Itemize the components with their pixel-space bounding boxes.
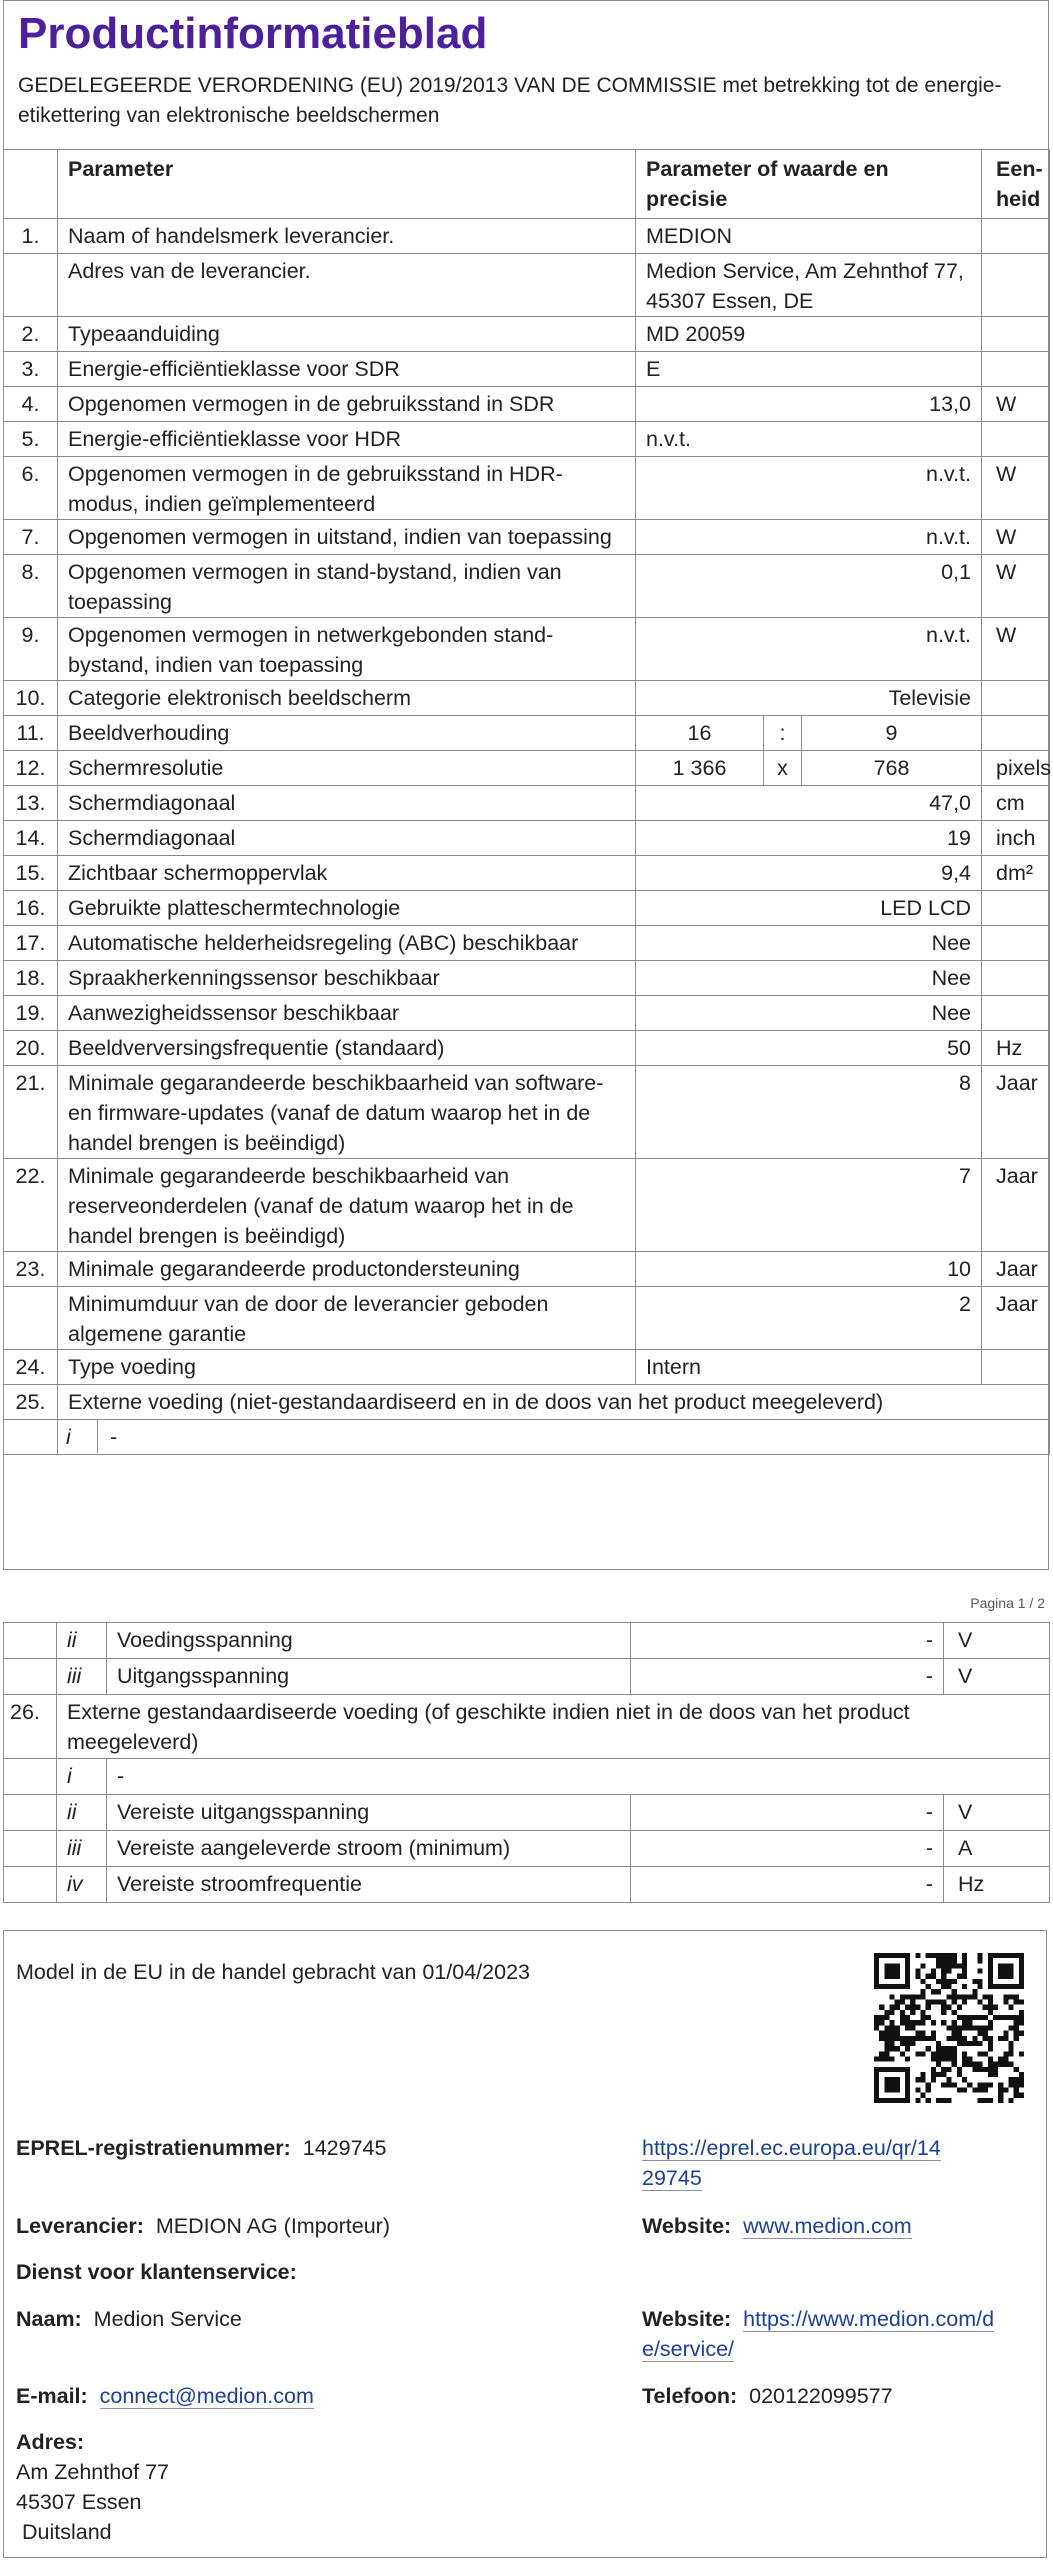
- header-unit: Een-heid: [982, 150, 1050, 219]
- row-value: 2: [636, 1287, 982, 1350]
- row-label: Externe voeding (niet-gestandaardiseerd en in de doos van het product meegeleverd): [58, 1385, 1050, 1420]
- row-label: Externe gestandaardiseerde voeding (of geschikte indien niet in de doos van het product meegeleverd): [57, 1695, 1050, 1759]
- row-label: Adres van de leverancier.: [58, 254, 636, 317]
- supplier-value: MEDION AG (Importeur): [155, 2214, 390, 2238]
- row-label: Categorie elektronisch beeldscherm: [58, 681, 636, 716]
- row-label: Opgenomen vermogen in stand-bystand, indien van toepassing: [58, 555, 636, 618]
- eprel-link-line-2[interactable]: 29745: [642, 2166, 702, 2190]
- row-number: [4, 1831, 57, 1867]
- table-row: [4, 926, 1050, 961]
- supplier-row: [16, 2211, 390, 2241]
- row-label: Voedingsspanning: [107, 1623, 631, 1659]
- row-value: -: [631, 1623, 944, 1659]
- supplier-info-box: [3, 1930, 1047, 2558]
- email-row: [16, 2381, 314, 2411]
- table-row: [4, 821, 1050, 856]
- service-website-link-line-2[interactable]: e/service/: [642, 2337, 735, 2361]
- row-label: Typeaanduiding: [58, 317, 636, 352]
- roman-numeral: iii: [57, 1831, 107, 1867]
- row-label: Zichtbaar schermoppervlak: [58, 856, 636, 891]
- table-row: [4, 387, 1050, 422]
- eprel-link-line-1[interactable]: https://eprel.ec.europa.eu/qr/14: [642, 2136, 941, 2160]
- row-value: 47,0: [636, 786, 982, 821]
- row-unit: [982, 219, 1050, 254]
- row-unit: W: [982, 520, 1050, 555]
- table-row: [4, 1867, 1050, 1903]
- row-unit: [982, 926, 1050, 961]
- roman-numeral: i: [57, 1759, 107, 1795]
- parameter-table-continued: [3, 1622, 1050, 1903]
- row-label: Type voeding: [58, 1350, 636, 1385]
- table-row: [4, 716, 1050, 751]
- row-number: 10.: [4, 681, 58, 716]
- address-line: Duitsland: [22, 2520, 112, 2544]
- row-value: Nee: [636, 926, 982, 961]
- row-number: 12.: [4, 751, 58, 786]
- eprel-url[interactable]: [642, 2133, 941, 2193]
- table-row: [4, 254, 1050, 317]
- eprel-number: 1429745: [302, 2136, 387, 2160]
- website-label: Website:: [642, 2214, 732, 2238]
- service-website-label: Website:: [642, 2307, 732, 2331]
- row-value: 9,4: [636, 856, 982, 891]
- row-value: -: [631, 1659, 944, 1695]
- table-row: [4, 520, 1050, 555]
- row-unit: [982, 352, 1050, 387]
- row-label: Minimumduur van de door de leverancier geboden algemene garantie: [58, 1287, 636, 1350]
- row-label: Vereiste stroomfrequentie: [107, 1867, 631, 1903]
- address-line: 45307 Essen: [16, 2490, 142, 2514]
- row-unit: [982, 1350, 1050, 1385]
- row-number: 2.: [4, 317, 58, 352]
- row-value: 50: [636, 1031, 982, 1066]
- table-row: [4, 751, 1050, 786]
- page-number-label: Pagina 1 / 2: [970, 1595, 1045, 1611]
- page-title: Productinformatieblad: [18, 9, 488, 58]
- table-row: [4, 1066, 1050, 1159]
- row-label: Beeldverversingsfrequentie (standaard): [58, 1031, 636, 1066]
- phone-label: Telefoon:: [642, 2384, 738, 2408]
- row-unit: [982, 254, 1050, 317]
- row-number: 23.: [4, 1252, 58, 1287]
- table-row: [4, 457, 1050, 520]
- row-label: Automatische helderheidsregeling (ABC) beschikbaar: [58, 926, 636, 961]
- row-value: LED LCD: [636, 891, 982, 926]
- row-number: 13.: [4, 786, 58, 821]
- table-row: [4, 1831, 1050, 1867]
- table-header-row: [4, 150, 1050, 219]
- row-number: 3.: [4, 352, 58, 387]
- row-value: Intern: [636, 1350, 982, 1385]
- row-number: 5.: [4, 422, 58, 457]
- roman-numeral: iii: [57, 1659, 107, 1695]
- row-label: Aanwezigheidssensor beschikbaar: [58, 996, 636, 1031]
- table-row: [4, 555, 1050, 618]
- table-row: [4, 1420, 1050, 1455]
- row-value: n.v.t.: [636, 520, 982, 555]
- row-label: Energie-efficiëntieklasse voor SDR: [58, 352, 636, 387]
- row-number: 24.: [4, 1350, 58, 1385]
- value-part-b: 768: [802, 751, 982, 786]
- row-label: Opgenomen vermogen in de gebruiksstand in HDR-modus, indien geïmplementeerd: [58, 457, 636, 520]
- product-information-sheet-page-1: [3, 0, 1049, 1570]
- table-row: [4, 681, 1050, 716]
- row-number: [4, 1759, 57, 1795]
- phone-row: [642, 2381, 893, 2411]
- row-value: Televisie: [636, 681, 982, 716]
- table-row: [4, 961, 1050, 996]
- row-number: 18.: [4, 961, 58, 996]
- header-value: Parameter of waarde en precisie: [636, 150, 982, 219]
- row-value: E: [636, 352, 982, 387]
- value-separator: x: [764, 751, 802, 786]
- row-value: MEDION: [636, 219, 982, 254]
- row-number: 26.: [4, 1695, 57, 1759]
- row-value: -: [631, 1831, 944, 1867]
- value-part-a: 16: [636, 716, 764, 751]
- address-label: Adres:: [16, 2430, 85, 2454]
- row-number: 11.: [4, 716, 58, 751]
- service-website-row: [642, 2304, 994, 2364]
- row-label: Beeldverhouding: [58, 716, 636, 751]
- row-value: n.v.t.: [636, 618, 982, 681]
- row-label: Gebruikte platteschermtechnologie: [58, 891, 636, 926]
- row-unit: cm: [982, 786, 1050, 821]
- row-unit: W: [982, 618, 1050, 681]
- row-label: Minimale gegarandeerde beschikbaarheid van software- en firmware-updates (vanaf de datum waarop het in de handel brengen is beëindigd): [58, 1066, 636, 1159]
- value-separator: :: [764, 716, 802, 751]
- row-unit: dm²: [982, 856, 1050, 891]
- row-label: Opgenomen vermogen in de gebruiksstand in SDR: [58, 387, 636, 422]
- row-number: 7.: [4, 520, 58, 555]
- service-website-link-line-1[interactable]: https://www.medion.com/d: [743, 2307, 995, 2331]
- row-number: [4, 1287, 58, 1350]
- sub-row: [58, 1420, 1049, 1453]
- table-row: [4, 786, 1050, 821]
- model-date-text: Model in de EU in de handel gebracht van 01/04/2023: [16, 1960, 530, 1984]
- address-block: [16, 2427, 169, 2547]
- row-value: 7: [636, 1159, 982, 1252]
- row-number: [4, 254, 58, 317]
- table-row: [4, 422, 1050, 457]
- row-value: 0,1: [636, 555, 982, 618]
- table-row: [4, 1385, 1050, 1420]
- value-part-b: 9: [802, 716, 982, 751]
- row-label: Vereiste aangeleverde stroom (minimum): [107, 1831, 631, 1867]
- row-unit: W: [982, 457, 1050, 520]
- row-number: [4, 1623, 57, 1659]
- row-unit: W: [982, 555, 1050, 618]
- row-number: 25.: [4, 1385, 58, 1420]
- supplier-label: Leverancier:: [16, 2214, 144, 2238]
- row-value: MD 20059: [636, 317, 982, 352]
- row-number: 4.: [4, 387, 58, 422]
- row-label: Naam of handelsmerk leverancier.: [58, 219, 636, 254]
- header-parameter: Parameter: [58, 150, 636, 219]
- row-unit: Jaar: [982, 1066, 1050, 1159]
- row-value: -: [631, 1867, 944, 1903]
- row-number: 6.: [4, 457, 58, 520]
- row-unit: Jaar: [982, 1252, 1050, 1287]
- table-row: [4, 1159, 1050, 1252]
- table-row: [4, 1795, 1050, 1831]
- row-number: [4, 1420, 58, 1455]
- header-num: [4, 150, 58, 219]
- row-unit: Hz: [944, 1867, 1050, 1903]
- row-unit: [982, 961, 1050, 996]
- row-number: 21.: [4, 1066, 58, 1159]
- row-number: 20.: [4, 1031, 58, 1066]
- row-unit: [982, 891, 1050, 926]
- table-row: [4, 1252, 1050, 1287]
- table-row: [4, 1031, 1050, 1066]
- row-label: Opgenomen vermogen in uitstand, indien van toepassing: [58, 520, 636, 555]
- phone-value: 020122099577: [749, 2384, 893, 2408]
- row-number: [4, 1867, 57, 1903]
- row-unit: [982, 996, 1050, 1031]
- table-row: [4, 856, 1050, 891]
- regulation-subtitle: GEDELEGEERDE VERORDENING (EU) 2019/2013 VAN DE COMMISSIE met betrekking tot de energie-etikettering van elektronische beeldschermen: [18, 74, 1002, 127]
- email-link[interactable]: connect@medion.com: [99, 2384, 314, 2408]
- row-unit: Jaar: [982, 1159, 1050, 1252]
- service-name-value: Medion Service: [93, 2307, 242, 2331]
- row-unit: Jaar: [982, 1287, 1050, 1350]
- row-number: 14.: [4, 821, 58, 856]
- row-number: 19.: [4, 996, 58, 1031]
- table-row: [4, 1623, 1050, 1659]
- table-row: [4, 1659, 1050, 1695]
- row-label: Schermdiagonaal: [58, 786, 636, 821]
- roman-numeral: ii: [57, 1623, 107, 1659]
- row-label: Minimale gegarandeerde productondersteuning: [58, 1252, 636, 1287]
- row-number: 9.: [4, 618, 58, 681]
- row-unit: V: [944, 1659, 1050, 1695]
- row-value: 13,0: [636, 387, 982, 422]
- row-label: Schermresolutie: [58, 751, 636, 786]
- eprel-row: [16, 2133, 386, 2163]
- row-number: [4, 1795, 57, 1831]
- website-link[interactable]: www.medion.com: [743, 2214, 912, 2238]
- sub-row-container: [58, 1420, 1050, 1455]
- row-value: 10: [636, 1252, 982, 1287]
- row-value: n.v.t.: [636, 457, 982, 520]
- row-value: Medion Service, Am Zehnthof 77, 45307 Essen, DE: [636, 254, 982, 317]
- row-unit: V: [944, 1623, 1050, 1659]
- row-unit: A: [944, 1831, 1050, 1867]
- table-row: [4, 1350, 1050, 1385]
- service-name-row: [16, 2304, 242, 2334]
- row-label: Uitgangsspanning: [107, 1659, 631, 1695]
- row-value: Nee: [636, 996, 982, 1031]
- roman-numeral: ii: [57, 1795, 107, 1831]
- row-value: 19: [636, 821, 982, 856]
- table-row: [4, 1695, 1050, 1759]
- row-unit: pixels: [982, 751, 1050, 786]
- row-number: 22.: [4, 1159, 58, 1252]
- sub-row-value: -: [110, 1425, 118, 1449]
- table-row: [4, 1287, 1050, 1350]
- value-part-a: 1 366: [636, 751, 764, 786]
- row-unit: V: [944, 1795, 1050, 1831]
- row-number: 8.: [4, 555, 58, 618]
- row-label: Opgenomen vermogen in netwerkgebonden stand-bystand, indien van toepassing: [58, 618, 636, 681]
- row-number: 1.: [4, 219, 58, 254]
- qr-code-icon[interactable]: [874, 1953, 1024, 2103]
- table-row: [4, 1759, 1050, 1795]
- product-information-sheet-page-2: [3, 1622, 1049, 1912]
- customer-service-heading: Dienst voor klantenservice:: [16, 2260, 297, 2284]
- row-value: n.v.t.: [636, 422, 982, 457]
- row-label: Vereiste uitgangsspanning: [107, 1795, 631, 1831]
- roman-numeral: i: [58, 1420, 98, 1453]
- row-unit: [982, 681, 1050, 716]
- row-label: Spraakherkenningssensor beschikbaar: [58, 961, 636, 996]
- address-line: Am Zehnthof 77: [16, 2460, 169, 2484]
- email-label: E-mail:: [16, 2384, 88, 2408]
- row-number: 16.: [4, 891, 58, 926]
- table-row: [4, 219, 1050, 254]
- row-label: Schermdiagonaal: [58, 821, 636, 856]
- row-label: Minimale gegarandeerde beschikbaarheid van reserveonderdelen (vanaf de datum waarop het in de handel brengen is beëindigd): [58, 1159, 636, 1252]
- table-row: [4, 996, 1050, 1031]
- table-row: [4, 352, 1050, 387]
- table-row: [4, 317, 1050, 352]
- row-value: -: [631, 1795, 944, 1831]
- table-row: [4, 891, 1050, 926]
- parameter-table: [3, 149, 1050, 1455]
- website-row: [642, 2211, 912, 2241]
- row-unit: W: [982, 387, 1050, 422]
- row-unit: [982, 317, 1050, 352]
- roman-numeral: iv: [57, 1867, 107, 1903]
- row-number: 17.: [4, 926, 58, 961]
- table-row: [4, 618, 1050, 681]
- row-number: 15.: [4, 856, 58, 891]
- row-unit: [982, 716, 1050, 751]
- row-unit: Hz: [982, 1031, 1050, 1066]
- row-label: -: [107, 1759, 1050, 1795]
- row-label: Energie-efficiëntieklasse voor HDR: [58, 422, 636, 457]
- row-value: 8: [636, 1066, 982, 1159]
- service-name-label: Naam:: [16, 2307, 82, 2331]
- row-value: Nee: [636, 961, 982, 996]
- row-unit: [982, 422, 1050, 457]
- eprel-label: EPREL-registratienummer:: [16, 2136, 291, 2160]
- row-unit: inch: [982, 821, 1050, 856]
- row-number: [4, 1659, 57, 1695]
